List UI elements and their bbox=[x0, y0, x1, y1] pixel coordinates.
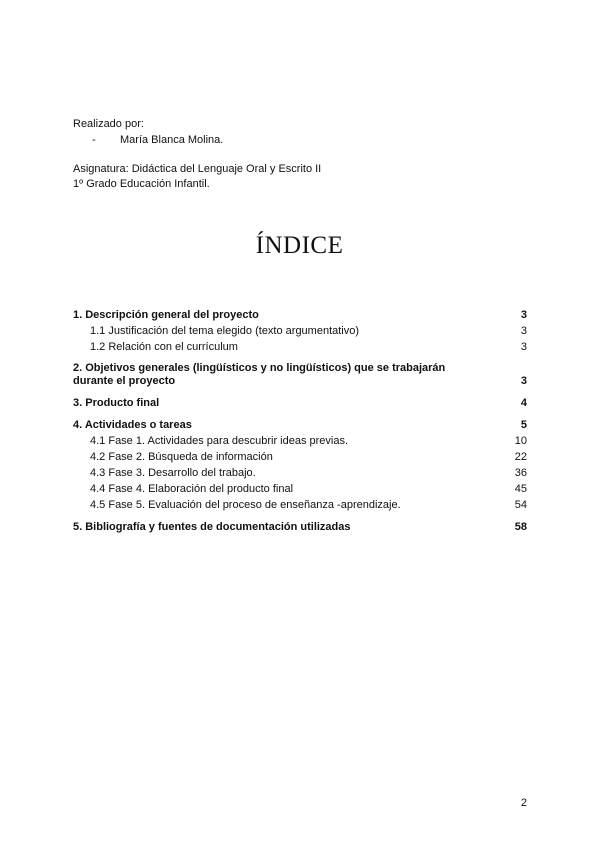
toc-entry-text: 1.2 Relación con el currículum bbox=[90, 341, 238, 353]
toc-entry-text: 5. Bibliografía y fuentes de documentación utilizadas bbox=[73, 521, 351, 533]
toc-entry-text: 4.4 Fase 4. Elaboración del producto final bbox=[90, 483, 294, 495]
toc-entry-page: 3 bbox=[520, 309, 527, 321]
grade-line: 1º Grado Educación Infantil. bbox=[73, 178, 210, 190]
toc-entry-text: 1.1 Justificación del tema elegido (texto argumentativo) bbox=[90, 325, 360, 337]
toc-entry-page: 36 bbox=[514, 467, 527, 479]
made-by-label: Realizado por: bbox=[73, 118, 144, 130]
toc-entry[interactable] bbox=[73, 340, 527, 354]
toc-entry-page: 22 bbox=[514, 451, 527, 463]
toc-entry-page: 3 bbox=[520, 375, 527, 387]
toc-entry[interactable] bbox=[73, 498, 527, 512]
toc-entry[interactable] bbox=[73, 324, 527, 338]
toc-entry-text: 4.2 Fase 2. Búsqueda de información bbox=[90, 451, 273, 463]
toc-entry[interactable] bbox=[73, 434, 527, 448]
author-name: María Blanca Molina. bbox=[120, 134, 224, 146]
toc-entry-page: 3 bbox=[520, 325, 527, 337]
toc-entry-text: 1. Descripción general del proyecto bbox=[73, 309, 259, 321]
toc-entry-page: 10 bbox=[514, 435, 527, 447]
page-number: 2 bbox=[520, 797, 527, 809]
toc-entry[interactable] bbox=[73, 450, 527, 464]
toc-entry[interactable] bbox=[73, 520, 527, 534]
toc-entry[interactable] bbox=[73, 362, 527, 388]
toc-entry[interactable] bbox=[73, 482, 527, 496]
toc-entry-page: 5 bbox=[520, 419, 527, 431]
toc-entry-text: 2. Objetivos generales (lingüísticos y no lingüísticos) que se trabajarán durante el proyecto bbox=[73, 362, 446, 387]
subject-line: Asignatura: Didáctica del Lenguaje Oral y Escrito II bbox=[73, 163, 322, 175]
page-title: ÍNDICE bbox=[255, 232, 344, 259]
toc-entry-text: 4.3 Fase 3. Desarrollo del trabajo. bbox=[90, 467, 256, 479]
toc-entry[interactable] bbox=[73, 466, 527, 480]
toc-entry-text: 3. Producto final bbox=[73, 397, 160, 409]
author-row bbox=[92, 133, 223, 147]
toc-entry-page: 45 bbox=[514, 483, 527, 495]
toc-entry[interactable] bbox=[73, 396, 527, 410]
toc-entry-text: 4.1 Fase 1. Actividades para descubrir ideas previas. bbox=[90, 435, 349, 447]
toc-entry[interactable] bbox=[73, 308, 527, 322]
author-bullet: - bbox=[92, 134, 96, 146]
toc-entry[interactable] bbox=[73, 418, 527, 432]
toc-entry-page: 54 bbox=[514, 499, 527, 511]
toc-entry-page: 3 bbox=[520, 341, 527, 353]
toc-entry-page: 4 bbox=[520, 397, 527, 409]
toc-entry-text: 4.5 Fase 5. Evaluación del proceso de enseñanza -aprendizaje. bbox=[90, 499, 401, 511]
toc-entry-page: 58 bbox=[514, 521, 527, 533]
table-of-contents bbox=[73, 308, 527, 534]
toc-entry-text: 4. Actividades o tareas bbox=[73, 419, 192, 431]
